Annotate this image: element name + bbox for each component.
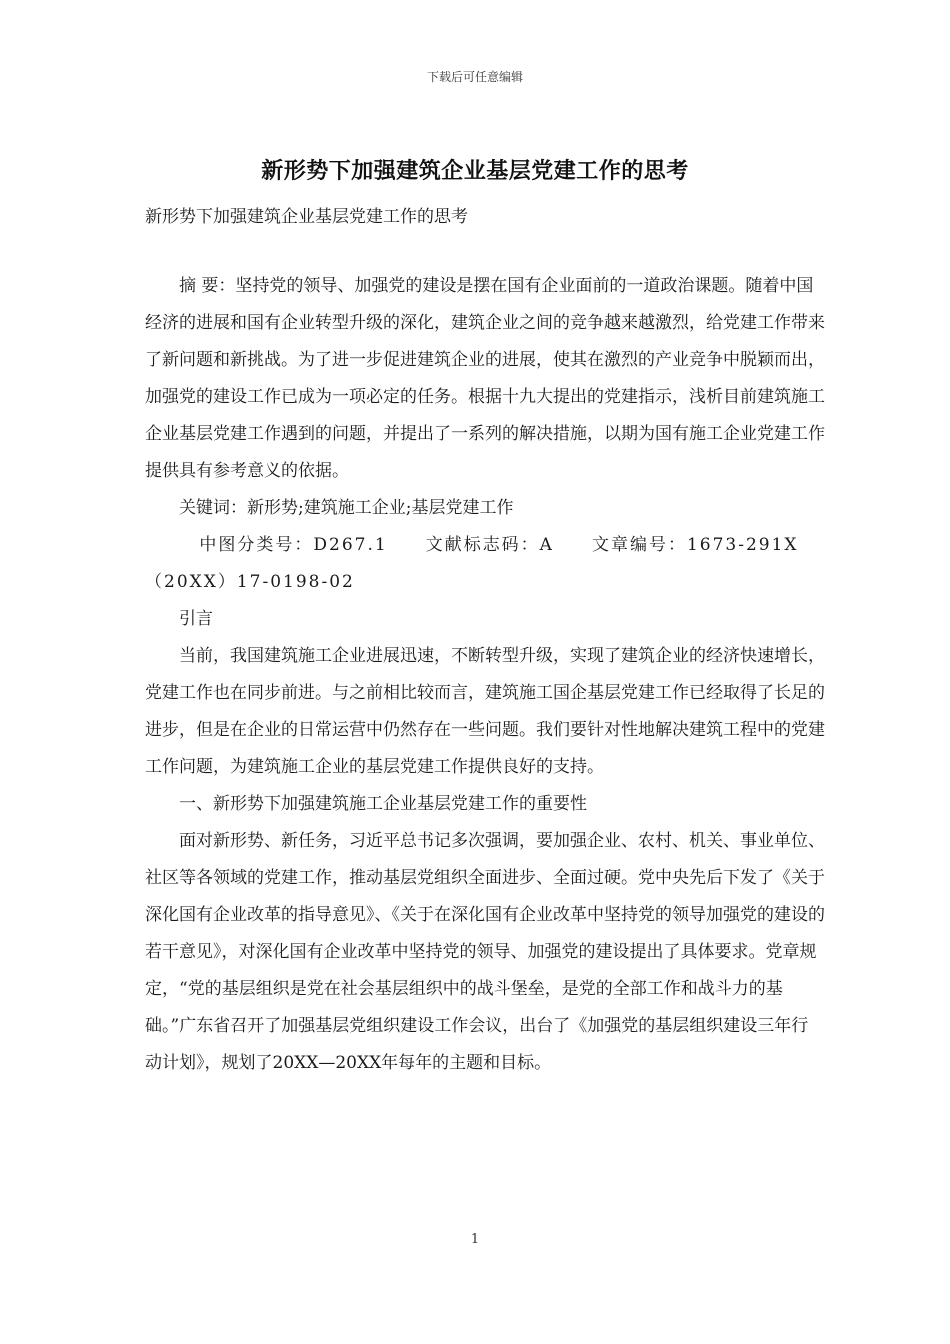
classification-paragraph: 中图分类号：D267.1 文献标志码：A 文章编号：1673-291X（20XX）17-0198-02	[145, 535, 799, 592]
keywords-paragraph: 关键词：新形势;建筑施工企业;基层党建工作	[179, 498, 514, 518]
intro-paragraph: 当前，我国建筑施工企业进展迅速，不断转型升级，实现了建筑企业的经济快速增长，党建工作也在同步前进。与之前相比较而言，建筑施工国企基层党建工作已经取得了长足的进步，但是在企业的日常运营中仍然存在一些问题。我们要针对性地解决建筑工程中的党建工作问题，为建筑施工企业的基层党建工作提供良好的支持。	[145, 646, 825, 777]
intro-heading: 引言	[179, 609, 213, 629]
header-note: 下载后可任意编辑	[426, 70, 523, 84]
section1-paragraph: 面对新形势、新任务，习近平总书记多次强调，要加强企业、农村、机关、事业单位、社区等各领域的党建工作，推动基层党组织全面进步、全面过硬。党中央先后下发了《关于深化国有企业改革的指导意见》、《关于在深化国有企业改革中坚持党的领导加强党的建设的若干意见》，对深化国有企业改革中坚持党的领导、加强党的建设提出了具体要求。党章规定，“党的基层组织是党在社会基层组织中的战斗堡垒，是党的全部工作和战斗力的基础。”广东省召开了加强基层党组织建设工作会议，出台了《加强党的基层组织建设三年行动计划》，规划了20XX—20XX年每年的主题和目标。	[145, 831, 825, 1073]
page-number: 1	[470, 1232, 480, 1247]
document-body	[145, 268, 825, 1082]
document-subtitle: 新形势下加强建筑企业基层党建工作的思考	[145, 207, 468, 227]
section1-heading: 一、新形势下加强建筑施工企业基层党建工作的重要性	[179, 794, 587, 814]
document-title: 新形势下加强建筑企业基层党建工作的思考	[261, 158, 689, 184]
abstract-paragraph: 摘 要：坚持党的领导、加强党的建设是摆在国有企业面前的一道政治课题。随着中国经济的进展和国有企业转型升级的深化，建筑企业之间的竞争越来越激烈，给党建工作带来了新问题和新挑战。为了进一步促进建筑企业的进展，使其在激烈的产业竞争中脱颖而出，加强党的建设工作已成为一项必定的任务。根据十九大提出的党建指示，浅析目前建筑施工企业基层党建工作遇到的问题，并提出了一系列的解决措施，以期为国有施工企业党建工作提供具有参考意义的依据。	[145, 276, 825, 481]
